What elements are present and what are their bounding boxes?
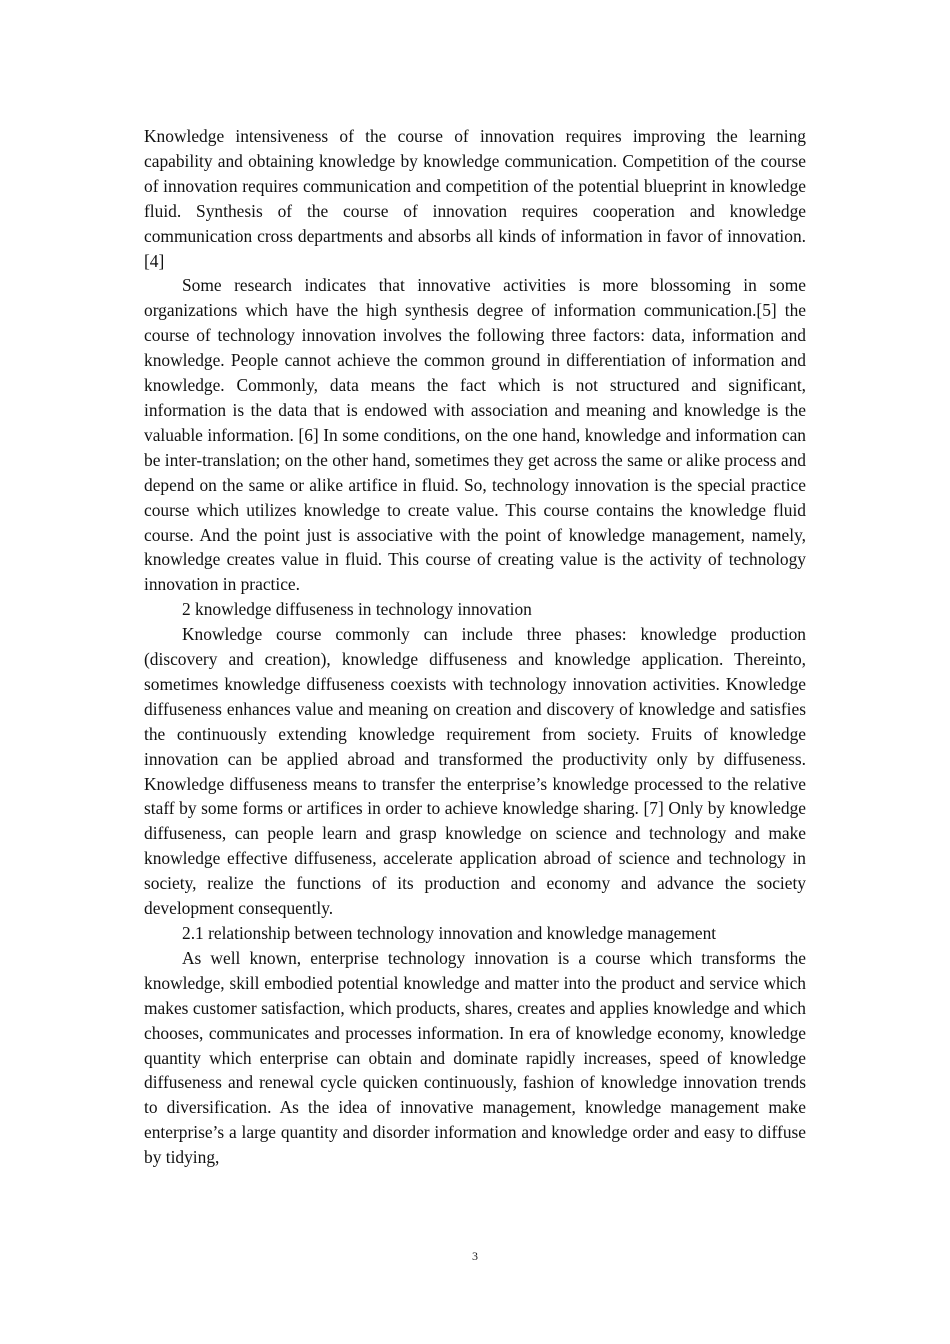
section-heading-2-1: 2.1 relationship between technology innovation and knowledge management [182, 923, 717, 943]
page-number: 3 [472, 1249, 478, 1263]
body-text [144, 124, 806, 1170]
paragraph-knowledge-intensiveness: Knowledge intensiveness of the course of innovation requires improving the learning capability and obtaining knowledge by knowledge communication. Competition of the course of innovation requires communication and competition of the potential blueprint in knowledge fluid. Synthesis of the course of innovation requires cooperation and knowledge communication cross departments and absorbs all kinds of information in favor of innovation.[4] [144, 126, 806, 271]
paragraph-knowledge-course: Knowledge course commonly can include three phases: knowledge production (discovery and creation), knowledge diffuseness and knowledge application. Thereinto, sometimes knowledge diffuseness coexists with technology innovation activities. Knowledge diffuseness enhances value and meaning on creation and discovery of knowledge and satisfies the continuously extending knowledge requirement from society. Fruits of knowledge innovation can be applied abroad and transformed the productivity only by diffuseness. Knowledge diffuseness means to transfer the enterprise’s knowledge processed to the relative staff by some forms or artifices in order to achieve knowledge sharing. [7] Only by knowledge diffuseness, can people learn and grasp knowledge on science and technology and make knowledge effective diffuseness, accelerate application abroad of science and technology in society, realize the functions of its production and economy and advance the society development consequently. [144, 624, 806, 919]
paragraph-as-well-known: As well known, enterprise technology innovation is a course which transforms the knowledge, skill embodied potential knowledge and matter into the product and service which makes customer satisfaction, which products, shares, creates and applies knowledge and which chooses, communicates and processes information. In era of knowledge economy, knowledge quantity which enterprise can obtain and dominate rapidly increases, speed of knowledge diffuseness and renewal cycle quicken continuously, fashion of knowledge innovation trends to diversification. As the idea of innovative management, knowledge management make enterprise’s a large quantity and disorder information and knowledge order and easy to diffuse by tidying, [144, 947, 806, 1168]
paragraph-research-indicates: Some research indicates that innovative activities is more blossoming in some organizations which have the high synthesis degree of information communication.[5] the course of technology innovation involves the following three factors: data, information and knowledge. People cannot achieve the common ground in differentiation of information and knowledge. Commonly, data means the fact which is not structured and significant, information is the data that is endowed with association and meaning and knowledge is the valuable information. [6] In some conditions, on the one hand, knowledge and information can be inter-translation; on the other hand, sometimes they get across the same or alike process and depend on the same or alike artifice in fluid. So, technology innovation is the special practice course which utilizes knowledge to create value. This course contains the knowledge fluid course. And the point just is associative with the point of knowledge management, namely, knowledge creates value in fluid. This course of creating value is the activity of technology innovation in practice. [144, 275, 806, 595]
section-heading-2: 2 knowledge diffuseness in technology innovation [182, 599, 532, 620]
